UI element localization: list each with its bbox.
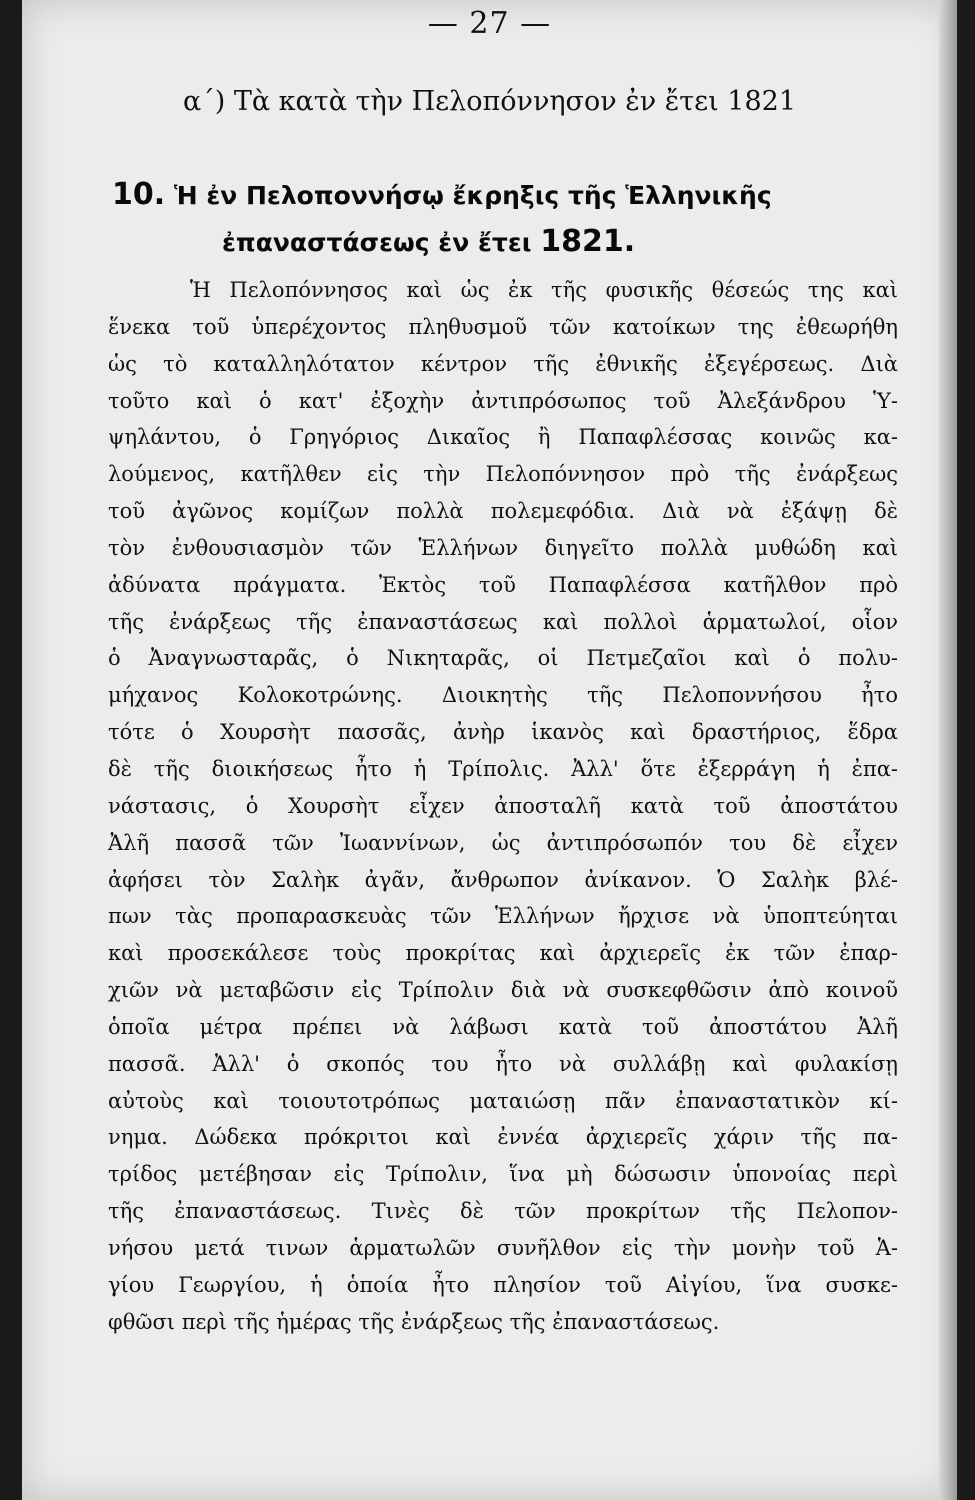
page-edge-shadow: [939, 0, 957, 1500]
text-line: ὁποῖα μέτρα πρέπει νὰ λάβωσι κατὰ τοῦ ἀποστάτου Ἀλῆ: [108, 1014, 898, 1039]
text-line: τοῦτο καὶ ὁ κατ' ἐξοχὴν ἀντιπρόσωπος τοῦ Ἀλεξάνδρου Ὑ-: [108, 388, 898, 413]
text-line: Ἡ Πελοπόννησος καὶ ὡς ἐκ τῆς φυσικῆς θέσεώς της καὶ: [190, 278, 898, 302]
text-line: τρίδος μετέβησαν εἰς Τρίπολιν, ἵνα μὴ δώσωσιν ὑπονοίας περὶ: [108, 1162, 898, 1187]
book-page: [22, 0, 957, 1500]
text-line: τῆς ἐπαναστάσεως. Τινὲς δὲ τῶν προκρίτων τῆς Πελοπον-: [108, 1199, 898, 1224]
chapter-title-line2-text: ἐπαναστάσεως ἐν ἔτει: [222, 228, 532, 257]
text-line: χιῶν νὰ μεταβῶσιν εἰς Τρίπολιν διὰ νὰ συσκεφθῶσιν ἀπὸ κοινοῦ: [108, 978, 898, 1003]
text-line: ὡς τὸ καταλληλότατον κέντρον τῆς ἐθνικῆς ἐξεγέρσεως. Διὰ: [108, 351, 898, 376]
text-line: ἀφήσει τὸν Σαλὴκ ἀγᾶν, ἄνθρωπον ἀνίκανον. Ὁ Σαλὴκ βλέ-: [108, 867, 898, 892]
text-line: ψηλάντου, ὁ Γρηγόριος Δικαῖος ἢ Παπαφλέσσας κοινῶς κα-: [108, 425, 898, 450]
chapter-title-year: 1821.: [540, 224, 636, 259]
text-line: μήχανος Κολοκοτρώνης. Διοικητὴς τῆς Πελοποννήσου ἦτο: [108, 683, 898, 708]
text-line: Ἀλῆ πασσᾶ τῶν Ἰωαννίνων, ὡς ἀντιπρόσωπόν του δὲ εἶχεν: [108, 830, 898, 855]
text-line: τότε ὁ Χουρσὴτ πασσᾶς, ἀνὴρ ἱκανὸς καὶ δραστήριος, ἕδρα: [108, 720, 898, 745]
text-line: καὶ προσεκάλεσε τοὺς προκρίτας καὶ ἀρχιερεῖς ἐκ τῶν ἐπαρ-: [108, 941, 898, 966]
text-line: νάστασις, ὁ Χουρσὴτ εἶχεν ἀποσταλῆ κατὰ τοῦ ἀποστάτου: [108, 793, 898, 818]
text-line: νήσου μετά τινων ἁρματωλῶν συνῆλθον εἰς τὴν μονὴν τοῦ Ἁ-: [108, 1235, 898, 1260]
chapter-number: 10.: [112, 177, 166, 212]
text-line: πων τὰς προπαρασκευὰς τῶν Ἑλλήνων ἤρχισε νὰ ὑποπτεύηται: [108, 904, 898, 929]
text-line: ἕνεκα τοῦ ὑπερέχοντος πληθυσμοῦ τῶν κατοίκων της ἐθεωρήθη: [108, 314, 898, 339]
text-line: ἀδύνατα πράγματα. Ἐκτὸς τοῦ Παπαφλέσσα κατῆλθον πρὸ: [108, 572, 898, 597]
text-line: νημα. Δώδεκα πρόκριτοι καὶ ἐννέα ἀρχιερεῖς χάριν τῆς πα-: [108, 1125, 898, 1150]
body-text: [108, 272, 898, 1340]
chapter-title-line2: [112, 219, 902, 266]
text-line: τῆς ἐνάρξεως τῆς ἐπαναστάσεως καὶ πολλοὶ ἁρματωλοί, οἷον: [108, 609, 898, 634]
text-line: πασσᾶ. Ἀλλ' ὁ σκοπός του ἦτο νὰ συλλάβῃ καὶ φυλακίσῃ: [108, 1051, 898, 1076]
text-line: δὲ τῆς διοικήσεως ἦτο ἡ Τρίπολις. Ἀλλ' ὅτε ἐξερράγη ἡ ἐπα-: [108, 756, 898, 781]
section-title: α΄) Τὰ κατὰ τὴν Πελοπόννησον ἐν ἔτει 1821: [182, 86, 796, 117]
text-line: ὁ Ἀναγνωσταρᾶς, ὁ Νικηταρᾶς, οἱ Πετμεζαῖοι καὶ ὁ πολυ-: [108, 646, 898, 671]
text-line: λούμενος, κατῆλθεν εἰς τὴν Πελοπόννησον πρὸ τῆς ἐνάρξεως: [108, 462, 898, 487]
text-line: τὸν ἐνθουσιασμὸν τῶν Ἑλλήνων διηγεῖτο πολλὰ μυθώδη καὶ: [108, 535, 898, 560]
text-line: τοῦ ἀγῶνος κομίζων πολλὰ πολεμεφόδια. Διὰ νὰ ἐξάψῃ δὲ: [108, 499, 898, 524]
text-line: φθῶσι περὶ τῆς ἡμέρας τῆς ἐνάρξεως τῆς ἐπαναστάσεως.: [108, 1309, 720, 1334]
chapter-heading: [112, 172, 902, 266]
text-line: γίου Γεωργίου, ἡ ὁποία ἦτο πλησίον τοῦ Αἰγίου, ἵνα συσκε-: [108, 1272, 898, 1297]
text-line: αὐτοὺς καὶ τοιουτοτρόπως ματαιώσῃ πᾶν ἐπαναστατικὸν κί-: [108, 1088, 898, 1113]
chapter-title-line1: Ἡ ἐν Πελοποννήσῳ ἔκρηξις τῆς Ἑλληνικῆς: [173, 181, 772, 210]
page-number: — 27 —: [427, 6, 552, 41]
